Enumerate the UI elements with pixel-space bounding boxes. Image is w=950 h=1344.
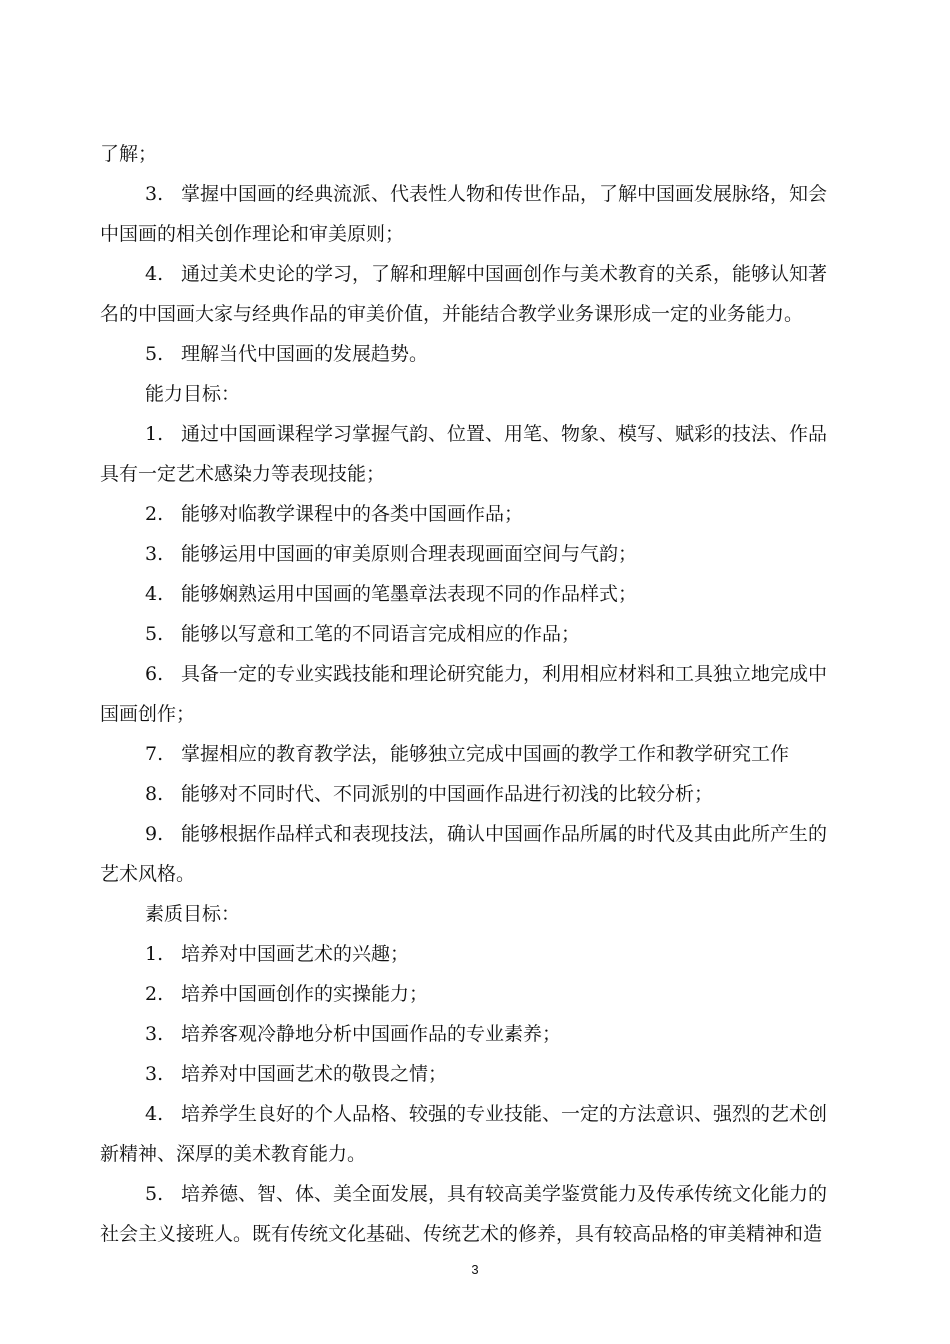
text-line — [100, 454, 880, 494]
line-text: 具有一定艺术感染力等表现技能； — [100, 463, 386, 485]
text-line — [100, 174, 880, 214]
list-number: 4. — [145, 263, 164, 285]
text-line — [100, 574, 880, 614]
line-text: 艺术风格。 — [100, 863, 196, 885]
line-text: 新精神、深厚的美术教育能力。 — [100, 1143, 367, 1165]
list-number: 3. — [145, 1063, 164, 1085]
line-text: 培养德、智、体、美全面发展，具有较高美学鉴赏能力及传承传统文化能力的 — [181, 1183, 828, 1205]
list-number: 5. — [145, 1183, 164, 1205]
line-text: 能够娴熟运用中国画的笔墨章法表现不同的作品样式； — [181, 583, 638, 605]
list-number: 9. — [145, 823, 164, 845]
line-text: 通过中国画课程学习掌握气韵、位置、用笔、物象、模写、赋彩的技法、作品 — [181, 423, 828, 445]
line-text: 培养中国画创作的实操能力； — [181, 983, 429, 1005]
line-text: 培养学生良好的个人品格、较强的专业技能、一定的方法意识、强烈的艺术创 — [181, 1103, 828, 1125]
text-line — [100, 414, 880, 454]
page-body — [100, 134, 880, 1254]
line-text: 具备一定的专业实践技能和理论研究能力，利用相应材料和工具独立地完成中 — [181, 663, 828, 685]
list-number: 3. — [145, 543, 164, 565]
text-line — [100, 1054, 880, 1094]
list-number: 5. — [145, 623, 164, 645]
text-line — [100, 774, 880, 814]
text-line — [100, 894, 880, 934]
page-number: 3 — [471, 1262, 479, 1277]
list-number: 1. — [145, 943, 164, 965]
line-text: 培养客观冷静地分析中国画作品的专业素养； — [181, 1023, 562, 1045]
text-line — [100, 614, 880, 654]
text-line — [100, 1214, 880, 1254]
line-text: 能够运用中国画的审美原则合理表现画面空间与气韵； — [181, 543, 638, 565]
line-text: 能力目标： — [145, 383, 241, 405]
text-line — [100, 494, 880, 534]
text-line — [100, 974, 880, 1014]
line-text: 掌握相应的教育教学法，能够独立完成中国画的教学工作和教学研究工作 — [181, 743, 790, 765]
text-line — [100, 134, 880, 174]
text-line — [100, 294, 880, 334]
list-number: 3. — [145, 1023, 164, 1045]
text-line — [100, 814, 880, 854]
list-number: 2. — [145, 983, 164, 1005]
text-line — [100, 334, 880, 374]
line-text: 能够对不同时代、不同派别的中国画作品进行初浅的比较分析； — [181, 783, 714, 805]
line-text: 培养对中国画艺术的敬畏之情； — [181, 1063, 448, 1085]
text-line — [100, 734, 880, 774]
text-line — [100, 934, 880, 974]
line-text: 理解当代中国画的发展趋势。 — [181, 343, 429, 365]
text-line — [100, 254, 880, 294]
line-text: 名的中国画大家与经典作品的审美价值，并能结合教学业务课形成一定的业务能力。 — [100, 303, 804, 325]
text-line — [100, 694, 880, 734]
list-number: 1. — [145, 423, 164, 445]
list-number: 5. — [145, 343, 164, 365]
line-text: 能够以写意和工笔的不同语言完成相应的作品； — [181, 623, 581, 645]
text-line — [100, 654, 880, 694]
line-text: 通过美术史论的学习，了解和理解中国画创作与美术教育的关系，能够认知著 — [181, 263, 828, 285]
line-text: 能够对临教学课程中的各类中国画作品； — [181, 503, 524, 525]
text-line — [100, 214, 880, 254]
line-text: 掌握中国画的经典流派、代表性人物和传世作品，了解中国画发展脉络，知会 — [181, 183, 828, 205]
text-line — [100, 1134, 880, 1174]
list-number: 2. — [145, 503, 164, 525]
line-text: 国画创作； — [100, 703, 196, 725]
list-number: 7. — [145, 743, 164, 765]
list-number: 6. — [145, 663, 164, 685]
line-text: 培养对中国画艺术的兴趣； — [181, 943, 410, 965]
line-text: 了解； — [100, 143, 158, 165]
line-text: 中国画的相关创作理论和审美原则； — [100, 223, 405, 245]
text-line — [100, 854, 880, 894]
list-number: 4. — [145, 583, 164, 605]
line-text: 社会主义接班人。既有传统文化基础、传统艺术的修养，具有较高品格的审美精神和造 — [100, 1223, 823, 1245]
text-line — [100, 534, 880, 574]
list-number: 4. — [145, 1103, 164, 1125]
line-text: 能够根据作品样式和表现技法，确认中国画作品所属的时代及其由此所产生的 — [181, 823, 828, 845]
text-line — [100, 374, 880, 414]
list-number: 3. — [145, 183, 164, 205]
list-number: 8. — [145, 783, 164, 805]
text-line — [100, 1014, 880, 1054]
text-line — [100, 1094, 880, 1134]
text-line — [100, 1174, 880, 1214]
line-text: 素质目标： — [145, 903, 241, 925]
